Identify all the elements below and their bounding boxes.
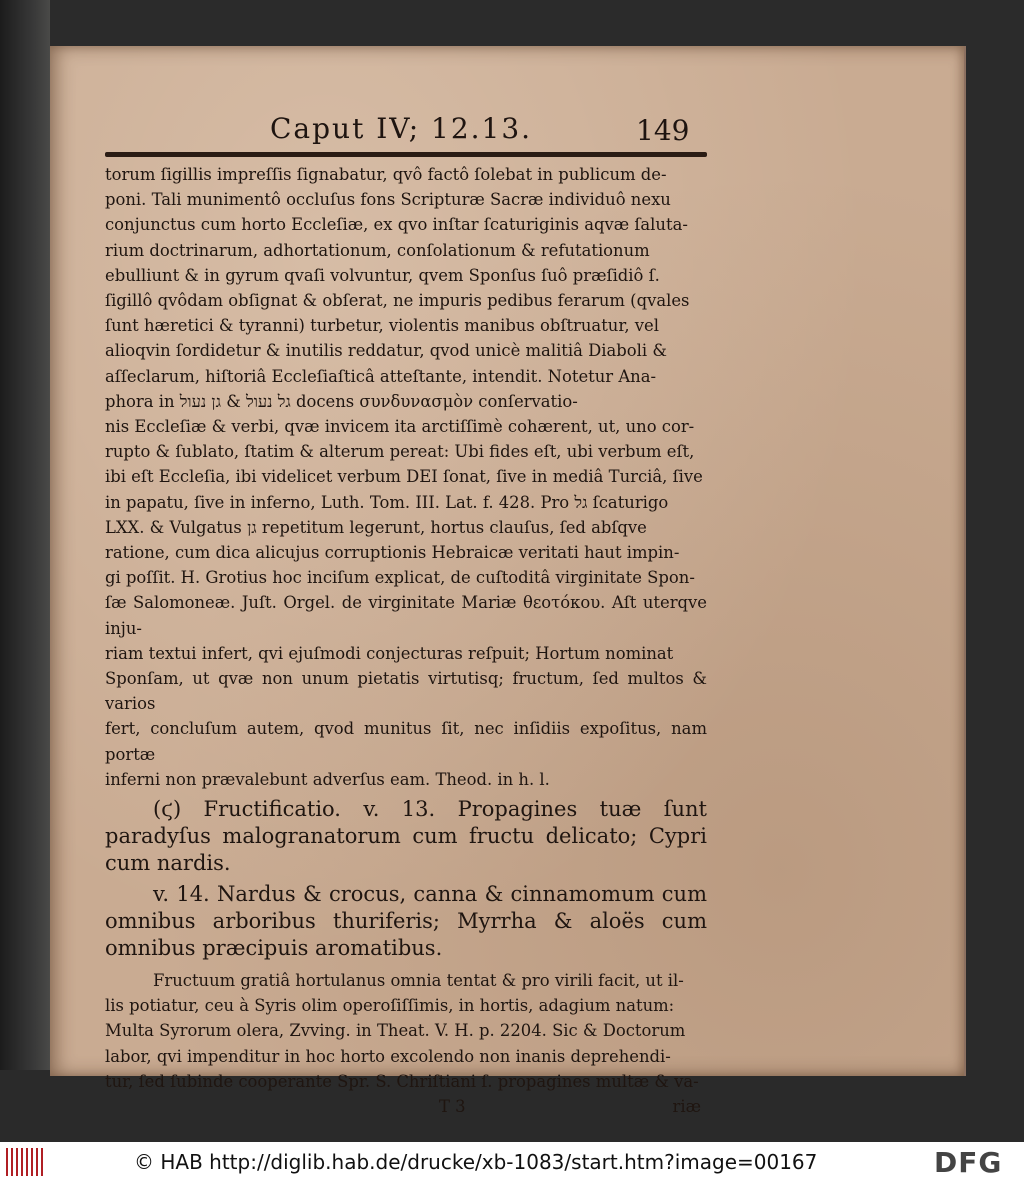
signature-mark: T 3	[439, 1097, 466, 1117]
text-line: ſæ Salomoneæ. Juſt. Orgel. de virginitate Mariæ θεοτόκου. Aſt uterqve inju-	[105, 593, 707, 638]
text-line: labor, qvi impenditur in hoc horto excolendo non inanis deprehendi-	[105, 1046, 671, 1066]
text-line: poni. Tali munimentô occluſus fons Scripturæ Sacræ individuô nexu	[105, 190, 671, 210]
paragraph-commentary	[105, 162, 707, 792]
text-line: Sponſam, ut qvæ non unum pietatis virtutisq; fructum, ſed multos & varios	[105, 669, 707, 714]
verse-13: (ϛ) Fructificatio. v. 13. Propagines tuæ ſunt paradyſus malogranatorum cum fructu delicato; Cypri cum nardis.	[105, 797, 707, 876]
text-line: aſſeclarum, hiſtoriâ Eccleſiaſticâ atteſtante, intendit. Notetur Ana-	[105, 366, 657, 386]
header-rule	[105, 152, 707, 157]
text-line: ibi eſt Eccleſia, ibi videlicet verbum DEI ſonat, ſive in mediâ Turciâ, ſive	[105, 467, 703, 487]
text-line: conjunctus cum horto Eccleſiæ, ex qvo inſtar ſcaturiginis aqvæ ſaluta-	[105, 215, 688, 235]
text-line: ſigillô qvôdam obſignat & obſerat, ne impuris pedibus ferarum (qvales	[105, 291, 690, 311]
text-line: Multa Syrorum olera, Zvving. in Theat. V. H. p. 2204. Sic & Doctorum	[105, 1021, 686, 1041]
text-line: gi poſſit. H. Grotius hoc inciſum explicat, de cuſtoditâ virginitate Spon-	[105, 568, 695, 588]
running-header: Caput IV; 12.13.	[270, 112, 533, 145]
catchword: riæ	[672, 1097, 701, 1117]
text-line: alioqvin ſordidetur & inutilis reddatur, qvod unicè malitiâ Diaboli &	[105, 341, 667, 361]
verse-14: v. 14. Nardus & crocus, canna & cinnamomum cum omnibus arboribus thuriferis; Myrrha & aloës cum omnibus præcipuis aromatibus.	[105, 882, 707, 961]
text-line: lis potiatur, ceu à Syris olim operoſiſſimis, in hortis, adagium natum:	[105, 996, 675, 1016]
dfg-logo: DFG	[934, 1146, 1003, 1179]
copyright-link[interactable]: © HAB http://diglib.hab.de/drucke/xb-1083/start.htm?image=00167	[134, 1150, 818, 1174]
text-line: inferni non prævalebunt adverſus eam. Theod. in h. l.	[105, 769, 550, 789]
signature-line	[105, 1094, 707, 1119]
paragraph-fructus	[105, 968, 707, 1094]
viewer-footer	[0, 1142, 1024, 1182]
text-line: torum ſigillis impreſſis ſignabatur, qvô factô ſolebat in publicum de-	[105, 165, 667, 184]
text-line: rium doctrinarum, adhortationum, conſolationum & refutationum	[105, 240, 650, 260]
hab-logo-icon	[6, 1148, 46, 1176]
text-line: ebulliunt & in gyrum qvaſi volvuntur, qvem Sponſus ſuô præſidiô ſ.	[105, 265, 660, 285]
text-line: ratione, cum dica alicujus corruptionis Hebraicæ veritati haut impin-	[105, 543, 680, 563]
page-number: 149	[636, 114, 690, 147]
page-text	[105, 162, 707, 1119]
text-line: tur, ſed ſubinde cooperante Spr. S. Chriſtiani ſ. propagines multæ & va-	[105, 1071, 699, 1091]
scan-background-left	[0, 0, 50, 1140]
text-line: riam textui infert, qvi ejuſmodi conjecturas reſpuit; Hortum nominat	[105, 643, 674, 663]
text-line: ſunt hæretici & tyranni) turbetur, violentis manibus obſtruatur, vel	[105, 316, 659, 336]
text-line: phora in גל נעול & גן נעול docens συνδυνασμὸν conſervatio-	[105, 391, 578, 411]
text-line: LXX. & Vulgatus גן repetitum legerunt, hortus clauſus, ſed abſqve	[105, 517, 647, 537]
text-line: in papatu, ſive in inferno, Luth. Tom. III. Lat. f. 428. Pro גל ſcaturigo	[105, 492, 669, 512]
text-line: rupto & ſublato, ſtatim & alterum pereat: Ubi fides eſt, ubi verbum eſt,	[105, 442, 695, 462]
text-line: Fructuum gratiâ hortulanus omnia tentat & pro virili facit, ut il-	[153, 971, 684, 991]
text-line: fert, concluſum autem, qvod munitus ſit, nec inſidiis expoſitus, nam portæ	[105, 719, 707, 764]
text-line: nis Eccleſiæ & verbi, qvæ invicem ita arctiſſimè cohærent, ut, uno cor-	[105, 417, 695, 437]
